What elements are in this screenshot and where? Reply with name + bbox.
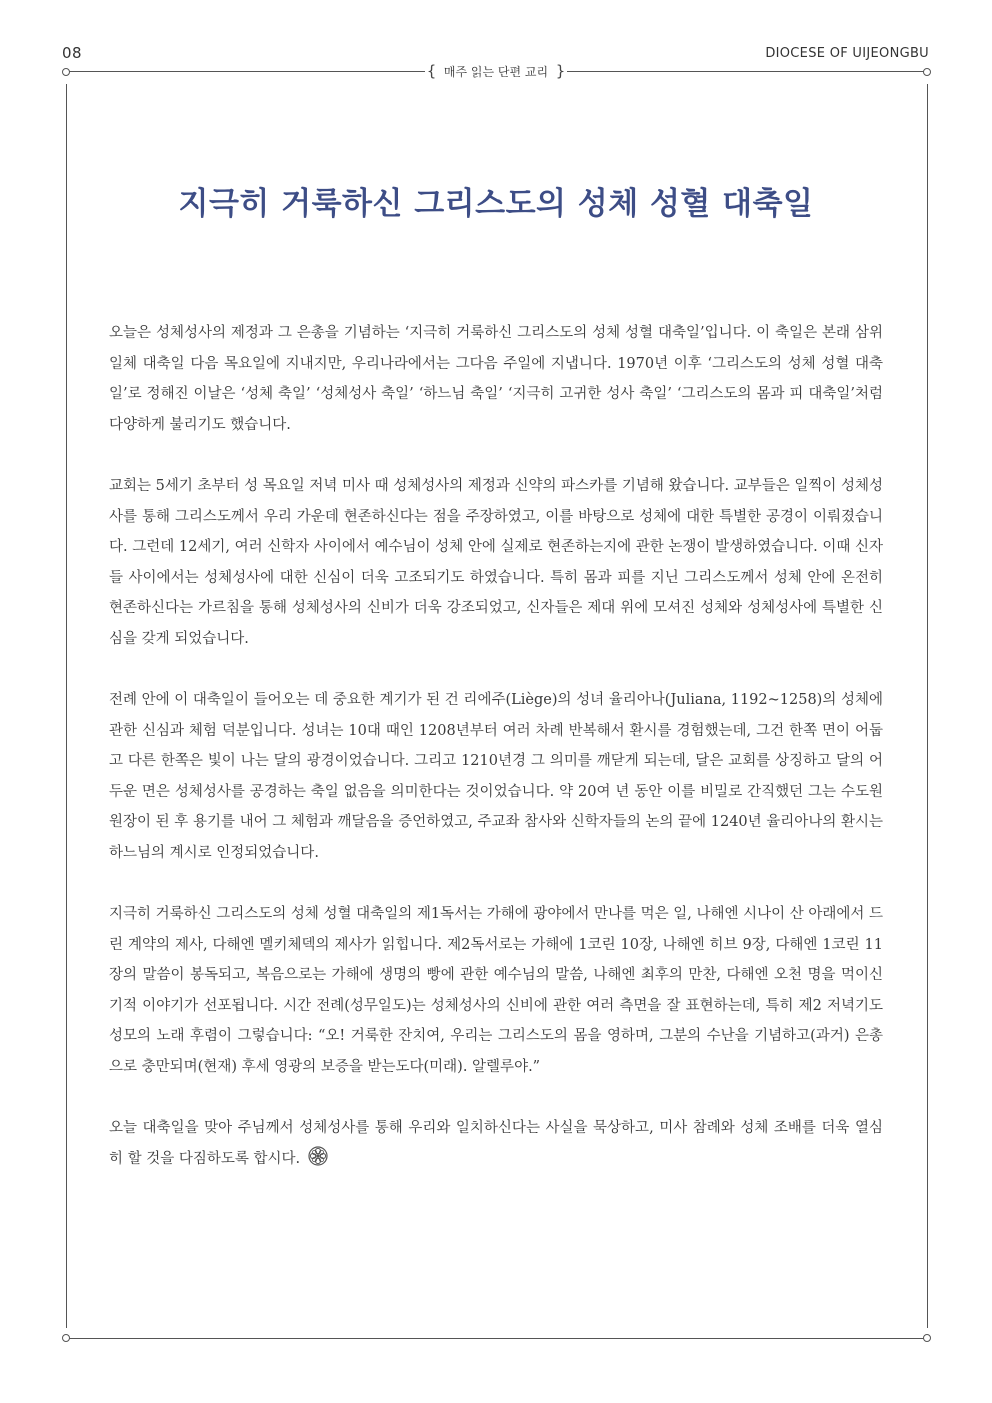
frame-corner-dot: [923, 68, 931, 76]
page-number: 08: [62, 44, 83, 62]
article-title: 지극히 거룩하신 그리스도의 성체 성혈 대축일: [178, 186, 814, 222]
top-rule-right: [566, 71, 927, 72]
frame-left: [66, 84, 67, 1328]
brace-right: }: [555, 62, 566, 80]
frame-corner-dot: [62, 1334, 70, 1342]
diocese-name: DIOCESE OF UIJEONGBU: [765, 46, 929, 61]
section-label: [425, 62, 567, 81]
flower-ornament-icon: [308, 1146, 328, 1178]
section-label-text: 매주 읽는 단편 교리: [443, 65, 549, 79]
frame-corner-dot: [62, 68, 70, 76]
paragraph: 지극히 거룩하신 그리스도의 성체 성혈 대축일의 제1독서는 가해에 광야에서 만나를 먹은 일, 나해엔 시나이 산 아래에서 드린 계약의 제사, 다해엔 멜키체덱의 제사가 읽힙니다. 제2독서로는 가해에 1코린 10장, 나해엔 히브 9장, 다해엔 1코린 11장의 말씀이 봉독되고, 복음으로는 가해에 생명의 빵에 관한 예수님의 말씀, 나해엔 최후의 만찬, 다해엔 오천 명을 먹이신 기적 이야기가 선포됩니다. 시간 전례(성무일도)는 성체성사의 신비에 관한 여러 측면을 잘 표현하는데, 특히 제2 저녁기도 성모의 노래 후렴이 그렇습니다: “오! 거룩한 잔치여, 우리는 그리스도의 몸을 영하며, 그분의 수난을 기념하고(과거) 은총으로 충만되며(현재) 후세 영광의 보증을 받는도다(미래). 알렐루야.”: [109, 906, 883, 1075]
article-body: [109, 318, 883, 1208]
brace-left: {: [426, 62, 437, 80]
paragraph: 오늘은 성체성사의 제정과 그 은총을 기념하는 ‘지극히 거룩하신 그리스도의 성체 성혈 대축일’입니다. 이 축일은 본래 삼위일체 대축일 다음 목요일에 지내지만, 우리나라에서는 그다음 주일에 지냅니다. 1970년 이후 ‘그리스도의 성체 성혈 대축일’로 정해진 이날은 ‘성체 축일’ ‘성체성사 축일’ ‘하느님 축일’ ‘지극히 고귀한 성사 축일’ ‘그리스도의 몸과 피 대축일’처럼 다양하게 불리기도 했습니다.: [109, 325, 883, 433]
bottom-rule: [66, 1338, 927, 1339]
paragraph: 오늘 대축일을 맞아 주님께서 성체성사를 통해 우리와 일치하신다는 사실을 묵상하고, 미사 참례와 성체 조배를 더욱 열심히 할 것을 다짐하도록 합시다.: [109, 1120, 883, 1167]
paragraph: 교회는 5세기 초부터 성 목요일 저녁 미사 때 성체성사의 제정과 신약의 파스카를 기념해 왔습니다. 교부들은 일찍이 성체성사를 통해 그리스도께서 우리 가운데 현존하신다는 점을 주장하였고, 이를 바탕으로 성체에 대한 특별한 공경이 이뤄졌습니다. 그런데 12세기, 여러 신학자 사이에서 예수님이 성체 안에 실제로 현존하는지에 관한 논쟁이 발생하였습니다. 이때 신자들 사이에서는 성체성사에 대한 신심이 더욱 고조되기도 하였습니다. 특히 몸과 피를 지닌 그리스도께서 성체 안에 온전히 현존하신다는 가르침을 통해 성체성사의 신비가 더욱 강조되었고, 신자들은 제대 위에 모셔진 성체와 성체성사에 특별한 신심을 갖게 되었습니다.: [109, 478, 883, 647]
top-rule-left: [66, 71, 426, 72]
paragraph: 전례 안에 이 대축일이 들어오는 데 중요한 계기가 된 건 리에주(Liège)의 성녀 율리아나(Juliana, 1192~1258)의 성체에 관한 신심과 체험 덕분입니다. 성녀는 10대 때인 1208년부터 여러 차례 반복해서 환시를 경험했는데, 그건 한쪽 면이 어둡고 다른 한쪽은 빛이 나는 달의 광경이었습니다. 그리고 1210년경 그 의미를 깨닫게 되는데, 달은 교회를 상징하고 달의 어두운 면은 성체성사를 공경하는 축일 없음을 의미한다는 것이었습니다. 약 20여 년 동안 이를 비밀로 간직했던 그는 수도원 원장이 된 후 용기를 내어 그 체험과 깨달음을 증언하였고, 주교좌 참사와 신학자들의 논의 끝에 1240년 율리아나의 환시는 하느님의 계시로 인정되었습니다.: [109, 692, 883, 861]
frame-corner-dot: [923, 1334, 931, 1342]
paragraph-last: [109, 1113, 883, 1177]
frame-right: [927, 84, 928, 1328]
